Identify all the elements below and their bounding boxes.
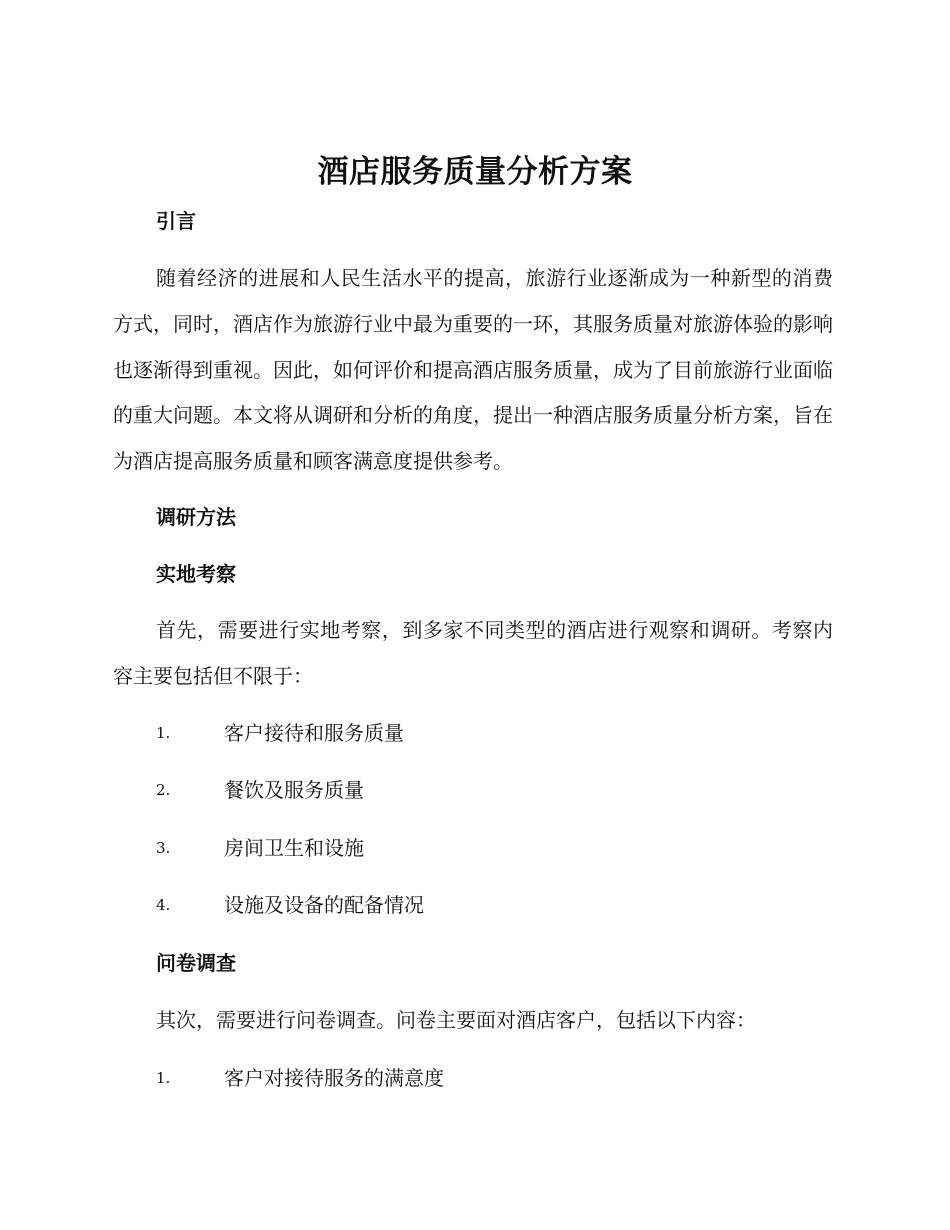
intro-heading: 引言 bbox=[156, 209, 196, 233]
intro-paragraph: 随着经济的进展和人民生活水平的提高，旅游行业逐渐成为一种新型的消费方式，同时，酒店作为旅游行业中最为重要的一环，其服务质量对旅游体验的影响也逐渐得到重视。因此，如何评价和提高酒店服务质量，成为了目前旅游行业面临的重大问题。本文将从调研和分析的角度，提出一种酒店服务质量分析方案，旨在为酒店提高服务质量和顾客满意度提供参考。 bbox=[113, 266, 833, 474]
list-item-number: 1. bbox=[156, 724, 171, 742]
method-heading: 调研方法 bbox=[156, 505, 236, 529]
list-item-text: 设施及设备的配备情况 bbox=[224, 893, 424, 917]
list-item-text: 客户接待和服务质量 bbox=[224, 721, 404, 745]
survey-heading: 问卷调查 bbox=[156, 951, 236, 975]
list-item-number: 3. bbox=[156, 839, 171, 857]
list-item-number: 2. bbox=[156, 781, 171, 799]
list-item-text: 餐饮及服务质量 bbox=[224, 778, 364, 802]
survey-paragraph: 其次，需要进行问卷调查。问卷主要面对酒店客户，包括以下内容： bbox=[156, 1008, 756, 1032]
list-item-number: 1. bbox=[156, 1069, 171, 1087]
field-heading: 实地考察 bbox=[156, 562, 236, 586]
document-title: 酒店服务质量分析方案 bbox=[317, 154, 633, 190]
list-item-number: 4. bbox=[156, 896, 171, 914]
list-item-text: 客户对接待服务的满意度 bbox=[224, 1066, 444, 1090]
list-item-text: 房间卫生和设施 bbox=[224, 836, 364, 860]
field-paragraph: 首先，需要进行实地考察，到多家不同类型的酒店进行观察和调研。考察内容主要包括但不限于： bbox=[113, 618, 833, 688]
